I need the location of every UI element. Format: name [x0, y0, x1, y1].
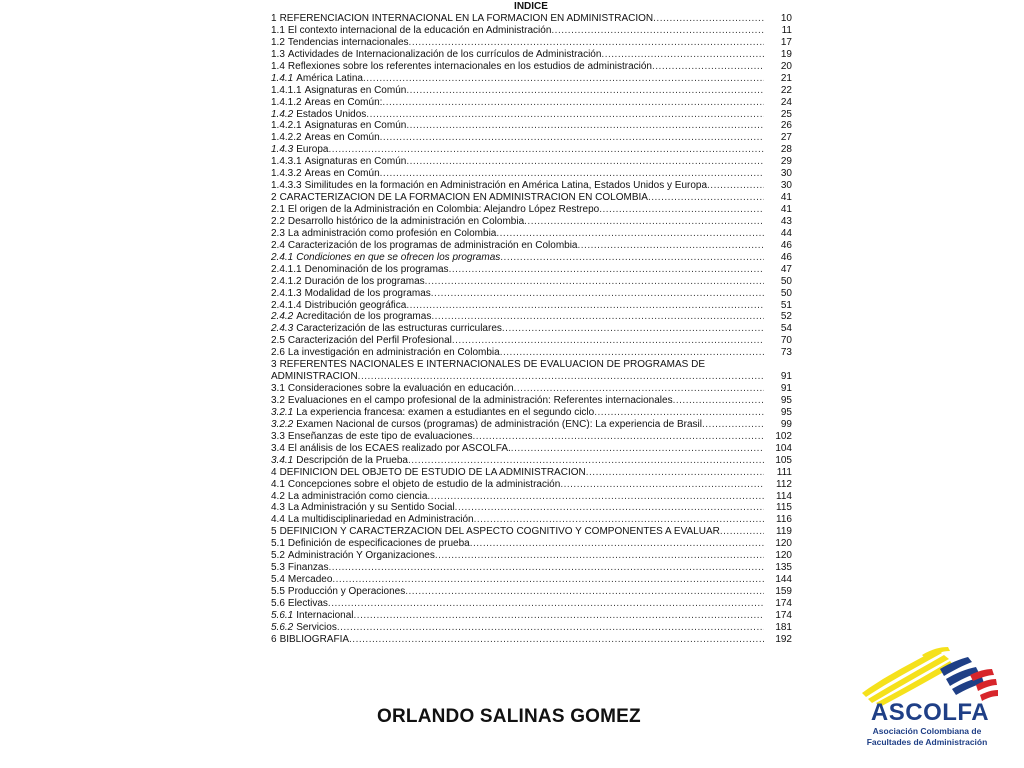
toc-entry-page: 30	[780, 180, 792, 192]
toc-leader-dots	[474, 514, 764, 526]
toc-entry-number: 1.3	[271, 48, 285, 60]
toc-entry-page: 120	[775, 550, 792, 562]
toc-leader-dots	[652, 61, 764, 73]
toc-entry-title: La administración como ciencia	[287, 490, 428, 502]
toc-entry	[271, 204, 792, 216]
toc-leader-dots	[427, 491, 764, 503]
toc-leader-dots	[406, 156, 764, 168]
toc-entry	[271, 264, 792, 276]
toc-leader-dots	[551, 25, 764, 37]
toc-entry-page: 19	[780, 48, 792, 60]
toc-entry	[271, 144, 792, 156]
toc-leader-dots	[449, 264, 764, 276]
toc-heading: INDICE	[514, 1, 548, 12]
toc-entry	[271, 395, 792, 407]
toc-entry	[271, 37, 792, 49]
toc-entry-title: Finanzas	[287, 562, 329, 574]
toc-entry-number: 2.1	[271, 204, 285, 215]
toc-entry-page: 70	[780, 335, 792, 347]
toc-entry-title: Evaluaciones en el campo profesional de la administración: Referentes internacionales	[287, 395, 673, 406]
toc-entry	[271, 180, 792, 192]
toc-entry-number: 2.4.1.4	[271, 299, 302, 311]
toc-leader-dots	[431, 288, 764, 300]
toc-entry-number: 6	[271, 633, 277, 645]
toc-entry-page: 174	[775, 609, 792, 621]
toc-entry	[271, 25, 792, 37]
toc-entry-page: 20	[780, 60, 792, 72]
toc-entry	[271, 550, 792, 562]
toc-entry-title: Administración Y Organizaciones	[287, 550, 435, 562]
toc-entry-page: 192	[775, 633, 792, 645]
toc-entry-number: 2.4	[271, 239, 285, 251]
toc-entry	[271, 586, 792, 598]
toc-entry-title: Descripción de la Prueba	[296, 454, 408, 466]
toc-entry-title: La investigación en administración en Colombia	[287, 347, 500, 359]
toc-entry	[271, 526, 792, 538]
toc-entry-page: 50	[780, 275, 792, 287]
toc-entry-page: 102	[775, 430, 792, 442]
toc-leader-dots	[601, 49, 764, 61]
toc-entry-number: 1.4.3.1	[271, 156, 302, 168]
toc-entry	[271, 419, 792, 431]
toc-entry-number: 5.6.1	[271, 609, 294, 621]
toc-entry	[271, 168, 792, 180]
toc-entry-title: Distribución geográfica	[304, 299, 407, 311]
toc-entry-title: Enseñanzas de este tipo de evaluaciones	[287, 430, 473, 442]
toc-leader-dots	[406, 85, 764, 97]
toc-entry-number: 1.4.3.3	[271, 180, 302, 192]
toc-entry-number: 2.4.3	[271, 323, 294, 335]
toc-entry-title: Electivas	[287, 597, 328, 609]
toc-entry-title: La Administración y su Sentido Social	[287, 502, 455, 514]
toc-entry-number: 2.4.2	[271, 311, 294, 323]
logo-subtitle-line1: Asociación Colombiana de	[872, 726, 982, 736]
toc-entry-number: 3.4	[271, 442, 285, 454]
toc-leader-dots	[406, 120, 764, 132]
toc-entry	[271, 371, 792, 383]
toc-entry	[271, 216, 792, 228]
toc-entry-page: 91	[780, 371, 792, 383]
toc-leader-dots	[329, 144, 765, 156]
toc-entry-number: 4	[271, 466, 277, 478]
toc-leader-dots	[594, 407, 764, 419]
toc-entry-title: Condiciones en que se ofrecen los programas	[296, 251, 501, 263]
toc-entry	[271, 491, 792, 503]
toc-leader-dots	[472, 431, 764, 443]
toc-leader-dots	[705, 359, 764, 371]
toc-entry-number: 1	[271, 13, 277, 24]
toc-entry-number: 2.3	[271, 227, 285, 239]
toc-entry-title: ADMINISTRACION	[271, 371, 358, 383]
toc-entry-title: Internacional	[296, 609, 354, 621]
toc-entry-page: 135	[775, 562, 792, 574]
toc-entry-title: Tendencias internacionales	[287, 36, 409, 48]
toc-entry-number: 5.4	[271, 574, 285, 586]
toc-entry-page: 95	[780, 395, 792, 406]
toc-entry-title: Reflexiones sobre los referentes internacionales en los estudios de administración	[287, 60, 652, 72]
toc-leader-dots	[514, 383, 764, 395]
toc-entry-title: REFERENCIACION INTERNACIONAL EN LA FORMACION EN ADMINISTRACION	[279, 13, 654, 24]
toc-entry-number: 2.5	[271, 335, 285, 347]
toc-entry-page: 28	[780, 144, 792, 156]
toc-entry-title: Caracterización de los programas de administración en Colombia	[287, 239, 578, 251]
toc-entry-page: 51	[780, 299, 792, 311]
toc-entry-page: 144	[775, 574, 792, 586]
toc-entry-title: Producción y Operaciones	[287, 586, 406, 597]
toc-entry-page: 112	[776, 478, 792, 490]
toc-entry-number: 5.2	[271, 550, 285, 562]
toc-entry-number: 3.2.2	[271, 418, 294, 430]
toc-entry	[271, 443, 792, 455]
toc-entry-number: 5.6.2	[271, 621, 294, 633]
toc-leader-dots	[425, 276, 764, 288]
toc-leader-dots	[380, 168, 764, 180]
toc-entry-number: 5.6	[271, 597, 285, 609]
toc-entry	[271, 276, 792, 288]
toc-entry-title: Definición de especificaciones de prueba	[287, 538, 470, 550]
toc-leader-dots	[408, 455, 764, 467]
toc-entry-page: 54	[780, 323, 792, 335]
logo-wordmark: ASCOLFA	[870, 699, 990, 726]
toc-leader-dots	[363, 73, 764, 85]
toc-entry-number: 1.2	[271, 36, 285, 48]
toc-entry-number: 1.4.2.1	[271, 120, 302, 132]
toc-entry-number: 1.4	[271, 60, 285, 72]
toc-entry	[271, 455, 792, 467]
toc-entry-page: 43	[780, 215, 792, 227]
toc-entry-page: 22	[780, 84, 792, 96]
toc-entry-number: 1.4.1.1	[271, 84, 302, 96]
toc-leader-dots	[707, 180, 764, 192]
toc-entry-title: Áreas en Común	[304, 168, 380, 180]
toc-leader-dots	[328, 598, 764, 610]
toc-entry-title: Caracterización del Perfil Profesional	[287, 335, 452, 347]
toc-entry-title: DEFINICION Y CARACTERZACION DEL ASPECTO COGNITIVO Y COMPONENTES A EVALUAR	[279, 526, 720, 538]
toc-entry-number: 2.6	[271, 347, 285, 359]
toc-entry	[271, 85, 792, 97]
toc-entry-title: Asignaturas en Común	[304, 84, 407, 96]
toc-entry-number: 5.5	[271, 586, 285, 597]
toc-entry-page: 27	[780, 132, 792, 144]
toc-entry-title: América Latina	[296, 72, 363, 84]
toc-leader-dots	[511, 443, 764, 455]
toc-entry-page: 41	[780, 192, 792, 204]
toc-entry-page: 46	[780, 251, 792, 263]
toc-leader-dots	[435, 550, 764, 562]
logo-subtitle-line2: Facultades de Administración	[866, 737, 988, 747]
toc-entry-number: 1.4.2.2	[271, 132, 302, 144]
toc-leader-dots	[524, 216, 764, 228]
toc-leader-dots	[496, 228, 764, 240]
toc-entry	[271, 323, 792, 335]
toc-entry	[271, 610, 792, 622]
toc-entry	[271, 240, 792, 252]
toc-entry-title: BIBLIOGRAFIA	[279, 633, 350, 645]
toc-entry-page: 105	[775, 454, 792, 466]
toc-entry-page: 11	[781, 24, 792, 36]
toc-entry-page: 99	[780, 418, 792, 430]
toc-entry-page: 24	[780, 96, 792, 108]
toc-entry-page: 174	[775, 597, 792, 609]
toc-leader-dots	[366, 109, 764, 121]
toc-entry-page	[764, 359, 792, 371]
toc-entry-title: DEFINICION DEL OBJETO DE ESTUDIO DE LA ADMINISTRACION	[279, 466, 586, 478]
toc-entry-title: CARACTERIZACION DE LA FORMACION EN ADMINISTRACION EN COLOMBIA	[279, 192, 648, 204]
toc-leader-dots	[382, 97, 764, 109]
toc-entry-title: El análisis de los ECAES realizado por ASCOLFA.	[287, 442, 511, 454]
toc-entry-title: Desarrollo histórico de la administración en Colombia	[287, 215, 525, 227]
toc-entry-page: 47	[780, 263, 792, 275]
toc-leader-dots	[653, 13, 764, 25]
toc-entry-page: 114	[776, 490, 792, 502]
toc-entry	[271, 407, 792, 419]
toc-entry-page: 104	[775, 442, 792, 454]
toc-entry-page: 26	[780, 120, 792, 132]
toc-entry	[271, 574, 792, 586]
toc-leader-dots	[648, 192, 764, 204]
toc-entry-number: 1.4.3.2	[271, 168, 302, 180]
toc-entry-title: La multidisciplinariedad en Administración	[287, 514, 474, 526]
toc-entry-page: 41	[780, 204, 792, 215]
toc-entry-page: 115	[776, 502, 792, 514]
toc-entry-number: 2.4.1.3	[271, 287, 302, 299]
toc-entry	[271, 431, 792, 443]
toc-entry	[271, 335, 792, 347]
toc-leader-dots	[673, 395, 764, 407]
toc-entry	[271, 622, 792, 634]
toc-entry-number: 4.3	[271, 502, 285, 514]
toc-entry-page: 159	[775, 586, 792, 597]
toc-leader-dots	[337, 622, 764, 634]
toc-entry-page: 21	[780, 72, 792, 84]
toc-entry-title: Denominación de los programas	[304, 263, 449, 275]
toc-entry	[271, 359, 792, 371]
toc-entry-title: Duración de los programas	[304, 275, 425, 287]
toc-entry-title: Estados Unidos	[296, 108, 367, 120]
toc-entry-page: 52	[780, 311, 792, 323]
toc-entry	[271, 634, 792, 646]
toc-entry	[271, 228, 792, 240]
toc-leader-dots	[431, 311, 764, 323]
toc-entry-title: Consideraciones sobre la evaluación en educación	[287, 383, 514, 395]
toc-entry-title: Modalidad de los programas	[304, 287, 431, 299]
toc-entry-page: 120	[775, 538, 792, 550]
logo-stripes-icon	[862, 647, 998, 707]
toc-leader-dots	[332, 574, 764, 586]
toc-entry-number: 3.4.1	[271, 454, 294, 466]
toc-leader-dots	[380, 132, 764, 144]
toc-leader-dots	[470, 538, 764, 550]
toc-entry	[271, 192, 792, 204]
toc-entry-number: 3.2.1	[271, 406, 294, 418]
toc-leader-dots	[502, 323, 764, 335]
toc-entry-title: Examen Nacional de cursos (programas) de administración (ENC): La experiencia de Brasil	[296, 418, 702, 430]
toc-entry	[271, 288, 792, 300]
toc-entry-page: 46	[780, 239, 792, 251]
toc-entry-number: 4.4	[271, 514, 285, 526]
table-of-contents	[271, 13, 792, 646]
toc-entry	[271, 252, 792, 264]
toc-entry-page: 10	[780, 13, 792, 24]
toc-entry	[271, 97, 792, 109]
toc-entry-page: 111	[776, 466, 792, 478]
toc-entry-number: 1.4.1	[271, 72, 294, 84]
toc-entry-page: 95	[780, 406, 792, 418]
toc-leader-dots	[405, 586, 764, 598]
toc-entry-number: 2.4.1.1	[271, 263, 302, 275]
toc-leader-dots	[409, 37, 764, 49]
toc-entry-title: Servicios	[296, 621, 337, 633]
toc-entry	[271, 156, 792, 168]
toc-entry-title: La experiencia francesa: examen a estudiantes en el segundo ciclo	[296, 406, 595, 418]
toc-entry-title: Asignaturas en Común	[304, 156, 407, 168]
toc-entry	[271, 49, 792, 61]
toc-entry	[271, 502, 792, 514]
toc-leader-dots	[358, 371, 764, 383]
toc-entry-number: 5.1	[271, 538, 285, 550]
toc-entry	[271, 538, 792, 550]
toc-leader-dots	[328, 562, 764, 574]
toc-entry-title: Asignaturas en Común	[304, 120, 407, 132]
toc-leader-dots	[354, 610, 764, 622]
toc-entry	[271, 347, 792, 359]
toc-entry-page: 91	[780, 383, 792, 395]
toc-leader-dots	[560, 479, 764, 491]
toc-entry-number: 4.2	[271, 490, 285, 502]
toc-entry-page: 50	[780, 287, 792, 299]
toc-entry-title: Mercadeo	[287, 574, 333, 586]
toc-entry-title: Áreas en Común	[304, 132, 380, 144]
toc-entry-title: El contexto internacional de la educación en Administración	[287, 24, 552, 36]
toc-entry	[271, 479, 792, 491]
toc-entry	[271, 13, 792, 25]
toc-leader-dots	[720, 526, 764, 538]
toc-entry-number: 5.3	[271, 562, 285, 574]
toc-entry-title: Concepciones sobre el objeto de estudio de la administración	[287, 478, 561, 490]
toc-entry-title: Acreditación de los programas	[296, 311, 432, 323]
toc-entry-number: 1.4.1.2	[271, 96, 302, 108]
toc-entry-number: 4.1	[271, 478, 285, 490]
toc-entry-page: 44	[780, 227, 792, 239]
toc-leader-dots	[349, 634, 764, 646]
toc-entry-title: Similitudes en la formación en Administración en América Latina, Estados Unidos y Europa	[304, 180, 708, 192]
toc-entry	[271, 383, 792, 395]
toc-entry-page: 119	[776, 526, 792, 538]
toc-entry-number: 2.4.1.2	[271, 275, 302, 287]
toc-entry-title: El origen de la Administración en Colombia: Alejandro López Restrepo	[287, 204, 600, 215]
toc-entry-title: Caracterización de las estructuras curriculares	[296, 323, 502, 335]
toc-entry	[271, 61, 792, 73]
toc-entry-number: 3.2	[271, 395, 285, 406]
toc-entry	[271, 120, 792, 132]
toc-entry-number: 1.4.2	[271, 108, 294, 120]
toc-entry-page: 116	[776, 514, 792, 526]
toc-leader-dots	[455, 502, 764, 514]
toc-entry	[271, 132, 792, 144]
toc-leader-dots	[500, 252, 764, 264]
toc-leader-dots	[452, 335, 764, 347]
author-name: ORLANDO SALINAS GOMEZ	[377, 706, 641, 727]
toc-entry-number: 2	[271, 192, 277, 204]
toc-entry-number: 2.2	[271, 215, 285, 227]
toc-entry-page: 30	[780, 168, 792, 180]
toc-entry-page: 25	[780, 108, 792, 120]
toc-entry-number: 2.4.1	[271, 251, 294, 263]
toc-leader-dots	[406, 300, 764, 312]
toc-entry	[271, 109, 792, 121]
toc-entry-page: 181	[775, 621, 792, 633]
toc-entry-number: 5	[271, 526, 277, 538]
toc-leader-dots	[702, 419, 764, 431]
toc-leader-dots	[599, 204, 764, 216]
toc-entry-title: Áreas en Común:	[304, 96, 383, 108]
toc-entry	[271, 514, 792, 526]
toc-leader-dots	[586, 467, 764, 479]
toc-entry-title: La administración como profesión en Colombia	[287, 227, 497, 239]
toc-entry	[271, 598, 792, 610]
toc-entry-number: 3.1	[271, 383, 285, 395]
toc-entry	[271, 73, 792, 85]
toc-entry	[271, 311, 792, 323]
toc-entry	[271, 300, 792, 312]
toc-entry-number: 1.4.3	[271, 144, 294, 156]
toc-entry-number: 3	[271, 359, 277, 371]
toc-entry-page: 17	[780, 36, 792, 48]
toc-entry-page: 29	[780, 156, 792, 168]
toc-entry-title: REFERENTES NACIONALES E INTERNACIONALES DE EVALUACION DE PROGRAMAS DE	[279, 359, 706, 371]
toc-entry-number: 1.1	[271, 24, 285, 36]
toc-leader-dots	[578, 240, 765, 252]
toc-entry-title: Europa	[296, 144, 329, 156]
toc-leader-dots	[500, 347, 764, 359]
toc-entry-page: 73	[780, 347, 792, 359]
toc-entry-number: 3.3	[271, 430, 285, 442]
toc-entry	[271, 562, 792, 574]
toc-entry-title: Actividades de Internacionalización de los currículos de Administración	[287, 48, 602, 60]
toc-entry	[271, 467, 792, 479]
